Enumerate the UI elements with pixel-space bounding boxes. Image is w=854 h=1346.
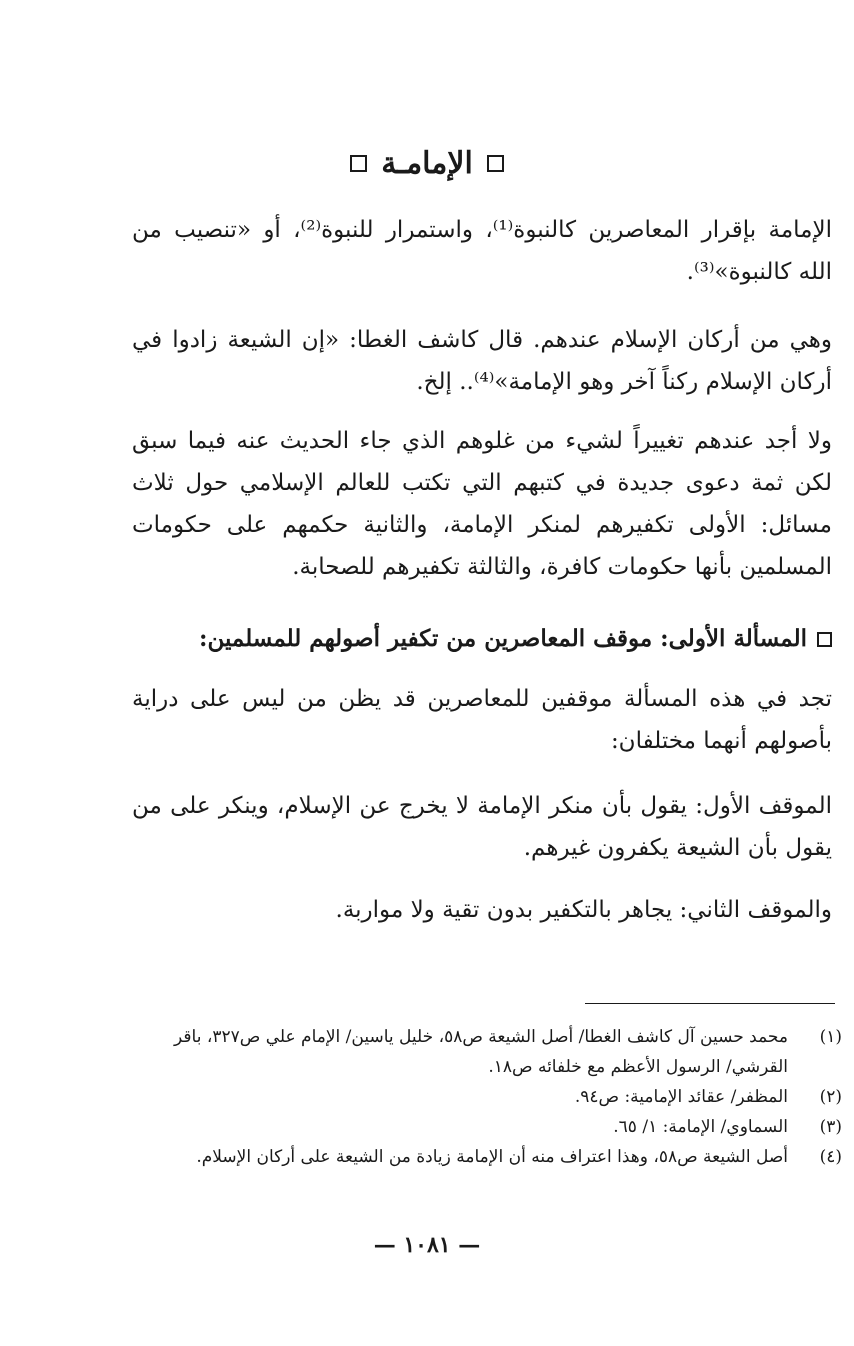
footnote-number: (٣) [819, 1117, 842, 1137]
footnotes [132, 1022, 842, 1172]
paragraph-1: الإمامة بإقرار المعاصرين كالنبوة⁽¹⁾، واستمرار للنبوة⁽²⁾، أو «تنصيب من الله كالنبوة»⁽³⁾. [132, 217, 832, 285]
footnote-text: محمد حسين آل كاشف الغطا/ أصل الشيعة ص٥٨، خليل ياسين/ الإمام علي ص٣٢٧، باقر القرشي/ الرسول الأعظم مع خلفائه ص١٨. [174, 1027, 788, 1077]
footnote-3 [132, 1112, 842, 1142]
square-bullet-icon [817, 632, 832, 647]
footnote-number: (٢) [819, 1087, 842, 1107]
footnote-text: السماوي/ الإمامة: ١/ ٦٥. [613, 1117, 788, 1137]
paragraph-6: والموقف الثاني: يجاهر بالتكفير بدون تقية ولا مواربة. [335, 897, 832, 923]
title-text: الإمامـة [381, 146, 473, 181]
footnote-divider [585, 1003, 835, 1004]
section-heading [132, 618, 832, 660]
square-bullet-icon [350, 155, 367, 172]
footnote-1 [132, 1022, 842, 1082]
square-bullet-icon [487, 155, 504, 172]
page-number: — ١٠٨١ — [373, 1232, 481, 1258]
footnote-text: أصل الشيعة ص٥٨، وهذا اعتراف منه أن الإمامة زيادة من الشيعة على أركان الإسلام. [196, 1147, 788, 1167]
footnote-4 [132, 1142, 842, 1172]
footnote-text: المظفر/ عقائد الإمامية: ص٩٤. [574, 1087, 788, 1107]
section-heading-text: المسألة الأولى: موقف المعاصرين من تكفير أصولهم للمسلمين: [198, 625, 807, 652]
paragraph-4: تجد في هذه المسألة موقفين للمعاصرين قد يظن من ليس على دراية بأصولهم أنهما مختلفان: [132, 686, 832, 754]
paragraph-2: وهي من أركان الإسلام عندهم. قال كاشف الغطا: «إن الشيعة زادوا في أركان الإسلام ركناً آخر وهو الإمامة»⁽⁴⁾.. إلخ. [132, 327, 832, 395]
footnote-2 [132, 1082, 842, 1112]
paragraph-5: الموقف الأول: يقول بأن منكر الإمامة لا يخرج عن الإسلام، وينكر على من يقول بأن الشيعة يكفرون غيرهم. [132, 793, 832, 861]
footnote-number: (٤) [819, 1147, 842, 1167]
paragraph-3: ولا أجد عندهم تغييراً لشيء من غلوهم الذي جاء الحديث عنه فيما سبق لكن ثمة دعوى جديدة في كتبهم التي تكتب للعالم الإسلامي حول ثلاث مسائل: الأولى تكفيرهم لمنكر الإمامة، والثانية حكمهم على حكومات المسلمين بأنها حكومات كافرة، والثالثة تكفيرهم للصحابة. [132, 428, 832, 580]
footnote-number: (١) [819, 1027, 842, 1047]
page-title [0, 146, 854, 181]
